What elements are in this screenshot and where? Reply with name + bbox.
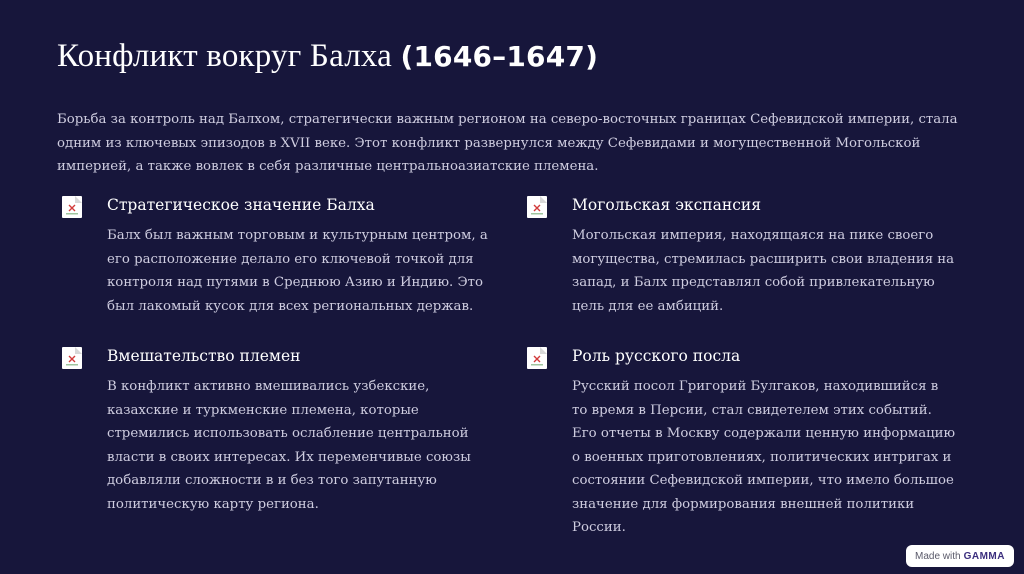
broken-image-icon (527, 347, 547, 369)
card-text: Балх был важным торговым и культурным центром, а его расположение делало его ключевой точкой для контроля над путями в Среднюю Азию и Индию. Это был лакомый кусок для всех региональных держав. (107, 228, 488, 314)
badge-prefix: Made with (915, 550, 961, 562)
card-heading: Роль русского посла (572, 347, 741, 365)
card-text: В конфликт активно вмешивались узбекские, казахские и туркменские племена, которые стремились использовать ослабление центральной власти в своих интересах. Их переменчивые союзы добавляли сложности в и без того запутанную политическую карту региона. (107, 379, 471, 512)
made-with-gamma-badge[interactable] (906, 545, 1014, 567)
card-text: Русский посол Григорий Булгаков, находившийся в то время в Персии, стал свидетелем этих событий. Его отчеты в Москву содержали ценную информацию о военных приготовлениях, политических интригах и состоянии Сефевидской империи, что имело большое значение для формирования внешней политики России. (572, 379, 956, 535)
card-heading: Вмешательство племен (107, 347, 301, 365)
broken-image-icon (62, 347, 82, 369)
title-years: (1646–1647) (400, 40, 599, 73)
gamma-logo: GAMMA (963, 550, 1005, 562)
broken-image-icon (527, 196, 547, 218)
broken-image-icon (62, 196, 82, 218)
card-text: Могольская империя, находящаяся на пике своего могущества, стремилась расширить свои владения на запад, и Балх представлял собой привлекательную цель для ее амбиций. (572, 228, 955, 314)
intro-paragraph: Борьба за контроль над Балхом, стратегически важным регионом на северо-восточных границах Сефевидской империи, стала одним из ключевых эпизодов в XVII веке. Этот конфликт развернулся между Сефевидами и могущественной Могольской империей, а также вовлек в себя различные центральноазиатские племена. (57, 112, 958, 174)
title-main: Конфликт вокруг Балха (57, 38, 392, 74)
page-title (57, 38, 598, 75)
card-heading: Стратегическое значение Балха (107, 196, 375, 214)
card-heading: Могольская экспансия (572, 196, 761, 214)
